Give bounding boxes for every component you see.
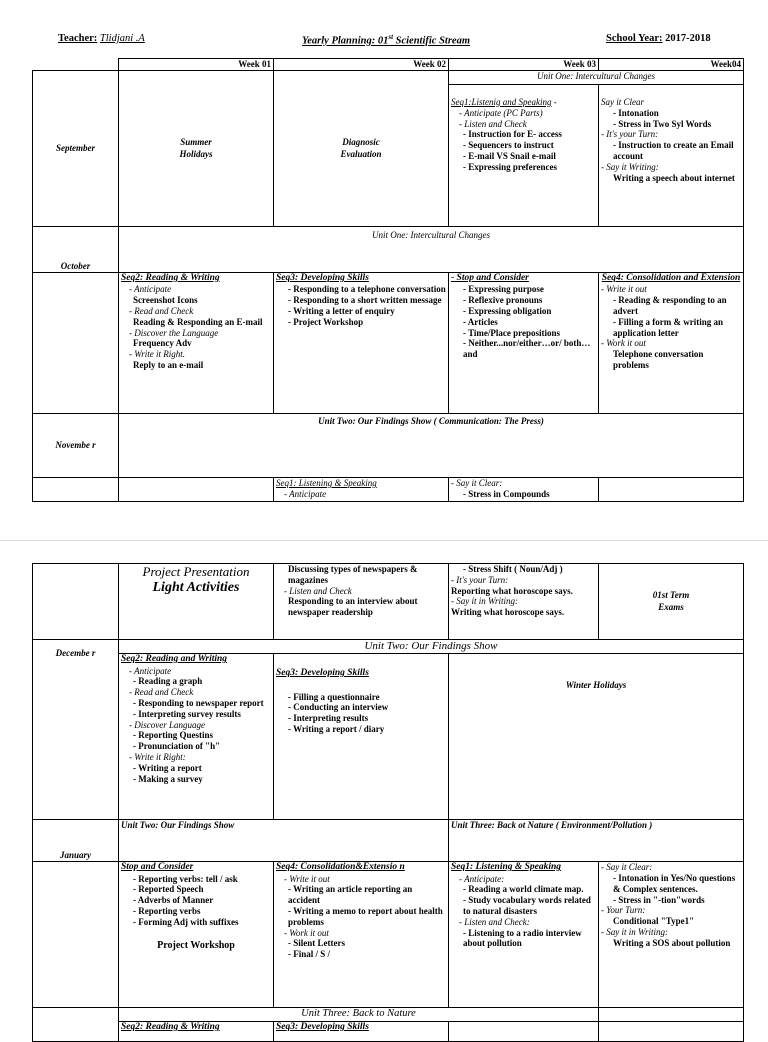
jan-week4: - Say it Clear: - Intonation in Yes/No questions & Complex sentences. - Stress in "-tion"words - Your Turn: Conditional "Type1" - Say it in Writing: Writing a SOS about pollution <box>599 862 744 1008</box>
plan-table-page1 <box>32 58 744 502</box>
week-03: Week 03 <box>449 59 599 71</box>
nov-week3: - Say it Clear: - Stress in Compounds <box>449 478 599 502</box>
jan-week1: Stop and Consider - Reporting verbs: tell / ask - Reported Speech - Adverbs of Manner - Reporting verbs - Forming Adj with suffixes Project Workshop <box>119 862 274 1008</box>
november-unit-title: Unit Two: Our Findings Show ( Communication: The Press) <box>119 414 744 478</box>
month-november: Novembe r <box>33 414 119 478</box>
week-01: Week 01 <box>119 59 274 71</box>
unit-one-title: Unit One: Intercultural Changes <box>449 71 744 85</box>
planning-title: Yearly Planning: 01st Scientific Stream <box>302 33 471 47</box>
teacher-header <box>58 33 145 44</box>
month-september: September <box>33 71 119 227</box>
p2-r1-c2: Discussing types of newspapers & magazines - Listen and Check Responding to an interview about newspaper readership <box>274 564 449 640</box>
diagnostic-evaluation: Diagnosic Evaluation <box>274 71 449 227</box>
january-unit-two: Unit Two: Our Findings Show <box>119 820 449 862</box>
page-2 <box>0 540 768 1033</box>
jan-week3: Seq1: Listening & Speaking - Anticipate: - Reading a world climate map. - Study vocabulary words related to natural disasters - Listen and Check: - Listening to a radio interview about pollution <box>449 862 599 1008</box>
dec-week2: Seq3: Developing Skills - Filling a questionnaire - Conducting an interview - Interpreting results - Writing a report / diary <box>274 654 449 820</box>
plan-table-page2 <box>32 563 744 1042</box>
jan-week2: Seq4: Consolidation&Extensio n - Write it out - Writing an article reporting an accident - Writing a memo to report about health problems - Work it out - Silent Letters - Final / S / <box>274 862 449 1008</box>
last-unit-title: Unit Three: Back to Nature <box>119 1008 599 1022</box>
december-unit-title: Unit Two: Our Findings Show <box>119 640 744 654</box>
p2-r1-c3: - Stress Shift ( Noun/Adj ) - It's your Turn: Reporting what horoscope says. - Say it in Writing: Writing what horoscope says. <box>449 564 599 640</box>
month-december: Decembe r <box>33 640 119 820</box>
oct-week3: - Stop and Consider - Expressing purpose - Reflexive pronouns - Expressing obligation - Articles - Time/Place prepositions - Neither...nor/either…or/ both…and <box>449 273 599 414</box>
last-seq2: Seq2: Reading & Writing <box>121 1022 220 1033</box>
winter-holidays: Winter Holidays <box>449 654 744 820</box>
sep-week3: Seq1:Listenig and Speaking - - Anticipate (PC Parts) - Listen and Check - Instruction for E- access - Sequencers to instruct - E-mail VS Snail e-mail - Expressing preferences <box>449 85 599 227</box>
month-october: October <box>33 227 119 273</box>
sep-week4: Say it Clear - Intonation - Stress in Two Syl Words - It's your Turn: - Instruction to create an Email account - Say it Writing: Writing a speech about internet <box>599 85 744 227</box>
first-term-exams: 01st Term Exams <box>599 564 744 640</box>
oct-week2: Seq3: Developing Skills - Responding to a telephone conversation - Responding to a short written message - Writing a letter of enquiry - Project Workshop <box>274 273 449 414</box>
school-year: School Year: 2017-2018 <box>606 33 711 44</box>
january-unit-three: Unit Three: Back ot Nature ( Environment/Pollution ) <box>449 820 744 862</box>
week-02: Week 02 <box>274 59 449 71</box>
project-presentation: Project Presentation Light Activities <box>119 564 274 640</box>
nov-week2: Seq1: Listening & Speaking - Anticipate <box>274 478 449 502</box>
teacher-label: Teacher: <box>58 33 98 44</box>
week-04: Week04 <box>599 59 744 71</box>
october-unit-title: Unit One: Intercultural Changes <box>119 227 744 273</box>
dec-week1: Seq2: Reading and Writing - Anticipate - Reading a graph - Read and Check - Responding to newspaper report - Interpreting survey results - Discover Language - Reporting Questins - Pronunciation of "h" - Write it Right: - Writing a report - Making a survey <box>119 654 274 820</box>
oct-week4: Seq4: Consolidation and Extension - Write it out - Reading & responding to an advert - Filling a form & writing an application letter - Work it out Telephone conversation problems <box>599 273 744 414</box>
summer-holidays: Summer Holidays <box>119 71 274 227</box>
teacher-name: Tlidjani .A <box>99 33 145 44</box>
month-january: January <box>33 820 119 862</box>
oct-week1: Seq2: Reading & Writing - Anticipate Screenshot Icons - Read and Check Reading & Responding an E-mail - Discover the Language Frequency Adv - Write it Right. Reply to an e-mail <box>119 273 274 414</box>
last-seq3: Seq3: Developing Skills <box>276 1022 369 1033</box>
